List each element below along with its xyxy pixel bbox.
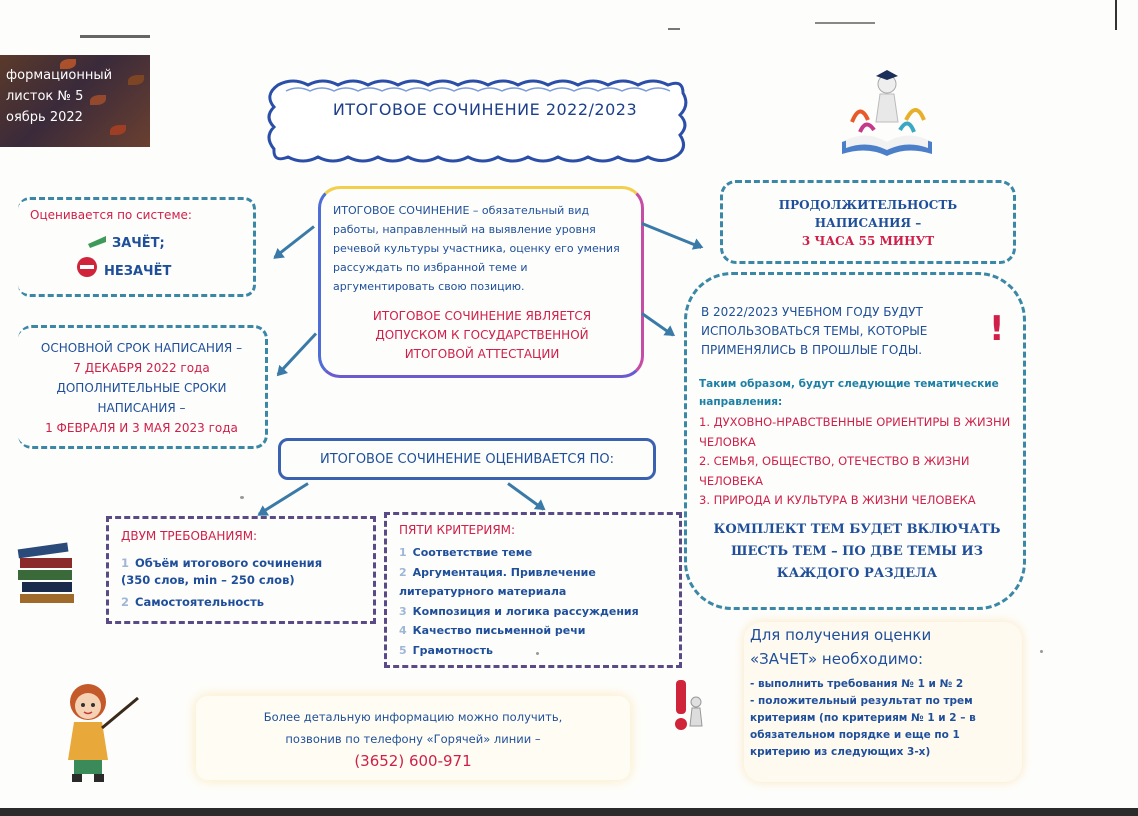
pass-condition-1: - выполнить требования № 1 и № 2: [750, 678, 964, 690]
arrow-to-deadlines: [277, 332, 317, 375]
scan-artifact: [815, 22, 875, 24]
scan-speck: [536, 652, 539, 655]
pass-heading-1: Для получения оценки: [750, 626, 932, 644]
info-line-2: листок № 5: [6, 89, 84, 104]
scan-artifact: [80, 35, 150, 38]
criterion-item: 3 Композиция и логика рассуждения: [399, 604, 639, 618]
requirement-2-text: Самостоятельность: [135, 595, 265, 609]
criterion-item: 4 Качество письменной речи: [399, 624, 586, 637]
books-icon: [16, 536, 80, 606]
definition-box: [318, 186, 644, 378]
arrow-to-requirements: [258, 482, 309, 515]
evaluation-text: ИТОГОВОЕ СОЧИНЕНИЕ ОЦЕНИВАЕТСЯ ПО:: [320, 452, 614, 467]
hotline-line-1: Более детальную информацию можно получить,: [263, 710, 563, 724]
pass-heading-2: «ЗАЧЕТ» необходимо:: [750, 650, 924, 668]
themes-box: [684, 272, 1026, 610]
duration-label-2: НАПИСАНИЯ –: [814, 216, 922, 230]
themes-lead: Таким образом, будут следующие тематические направления:: [699, 378, 999, 408]
no-entry-icon: [76, 256, 98, 278]
requirement-1-text: Объём итогового сочинения: [135, 556, 323, 570]
deadlines-box: [18, 325, 268, 449]
theme-item-2: 2. СЕМЬЯ, ОБЩЕСТВО, ОТЕЧЕСТВО В ЖИЗНИ ЧЕЛОВЕКА: [699, 454, 970, 488]
theme-item-1: 1. ДУХОВНО-НРАВСТВЕННЫЕ ОРИЕНТИРЫ В ЖИЗНИ ЧЕЛОВКА: [699, 415, 1011, 449]
main-deadline-label: ОСНОВНОЙ СРОК НАПИСАНИЯ –: [40, 341, 243, 355]
criteria-heading: ПЯТИ КРИТЕРИЯМ:: [399, 523, 516, 537]
exclamation-mark: !: [989, 309, 1005, 349]
extra-deadlines-label-2: НАПИСАНИЯ –: [97, 401, 186, 415]
arrow-to-criteria: [507, 482, 544, 510]
info-sheet-label: [0, 55, 150, 147]
requirements-heading: ДВУМ ТРЕБОВАНИЯМ:: [121, 529, 258, 543]
scan-artifact: [668, 28, 680, 30]
criterion-item: 5 Грамотность: [399, 643, 493, 657]
extra-deadlines-dates: 1 ФЕВРАЛЯ И 3 МАЯ 2023 года: [45, 421, 238, 435]
main-deadline-date: 7 ДЕКАБРЯ 2022 года: [73, 361, 210, 375]
scan-edge: [1115, 0, 1117, 30]
themes-intro: В 2022/2023 УЧЕБНОМ ГОДУ БУДУТ ИСПОЛЬЗОВАТЬСЯ ТЕМЫ, КОТОРЫЕ ПРИМЕНЯЛИСЬ В ПРОШЛЫЕ ГОДЫ.: [701, 305, 928, 357]
requirements-box: [106, 516, 376, 624]
theme-item-3: 3. ПРИРОДА И КУЛЬТУРА В ЖИЗНИ ЧЕЛОВЕКА: [699, 493, 976, 507]
criteria-box: [384, 512, 682, 668]
arrow-to-duration: [641, 222, 701, 249]
exclamation-figure-icon: [668, 676, 708, 736]
book-figure-icon: [832, 62, 942, 162]
arrow-to-themes: [641, 312, 674, 336]
themes-list: [699, 413, 1019, 511]
hotline-number: (3652) 600-971: [354, 752, 472, 770]
grading-heading: Оценивается по системе:: [30, 208, 192, 222]
hotline-line-2: позвонив по телефону «Горячей» линии –: [285, 732, 541, 746]
definition-text: ИТОГОВОЕ СОЧИНЕНИЕ – обязательный вид работы, направленный на выявление уровня речевой культуры участника, оценку его умения рассуждать по избранной теме и аргументировать свою позицию.: [333, 204, 620, 293]
extra-deadlines-label: ДОПОЛНИТЕЛЬНЫЕ СРОКИ: [56, 381, 227, 395]
criterion-item: 2 Аргументация. Привлечение: [399, 565, 596, 579]
themes-summary: КОМПЛЕКТ ТЕМ БУДЕТ ВКЛЮЧАТЬ ШЕСТЬ ТЕМ – ПО ДВЕ ТЕМЫ ИЗ КАЖДОГО РАЗДЕЛА: [713, 522, 1001, 581]
scan-bottom-edge: [0, 808, 1138, 816]
evaluation-box: [278, 438, 656, 480]
scan-speck: [1040, 650, 1043, 653]
criteria-list: [399, 543, 679, 660]
requirement-1-detail: (350 слов, min – 250 слов): [121, 573, 295, 587]
info-line-1: формационный: [6, 68, 113, 83]
duration-box: [720, 180, 1016, 264]
pass-condition-2: - положительный результат по трем критериям (по критериям № 1 и 2 – в обязательном порядке и еще по 1 критерию из следующих 3-х): [750, 695, 976, 758]
hotline-box: [196, 696, 630, 780]
grade-fail: НЕЗАЧЁТ: [104, 264, 172, 279]
criterion-item-continued: литературного материала: [399, 585, 567, 598]
check-icon: [86, 232, 108, 248]
requirement-2-number: 2: [121, 595, 130, 609]
title-banner: [258, 75, 698, 167]
arrow-to-grading: [274, 225, 315, 258]
grading-system-box: [18, 197, 256, 297]
info-line-3: оябрь 2022: [6, 110, 83, 125]
duration-value: 3 ЧАСА 55 МИНУТ: [801, 234, 935, 248]
criterion-item: 1 Соответствие теме: [399, 546, 533, 559]
page-title: ИТОГОВОЕ СОЧИНЕНИЕ 2022/2023: [332, 100, 638, 119]
duration-label: ПРОДОЛЖИТЕЛЬНОСТЬ: [778, 198, 958, 212]
grade-pass: ЗАЧЁТ;: [112, 236, 165, 251]
requirement-1-number: 1: [121, 556, 130, 570]
requirement-1: [121, 553, 322, 573]
scan-speck: [240, 496, 244, 499]
pass-conditions-box: [744, 622, 1022, 782]
admission-text: ИТОГОВОЕ СОЧИНЕНИЕ ЯВЛЯЕТСЯ ДОПУСКОМ К ГОСУДАРСТВЕННОЙ ИТОГОВОЙ АТТЕСТАЦИИ: [372, 309, 592, 361]
teacher-figure-icon: [50, 676, 150, 784]
requirement-2: [121, 595, 264, 609]
